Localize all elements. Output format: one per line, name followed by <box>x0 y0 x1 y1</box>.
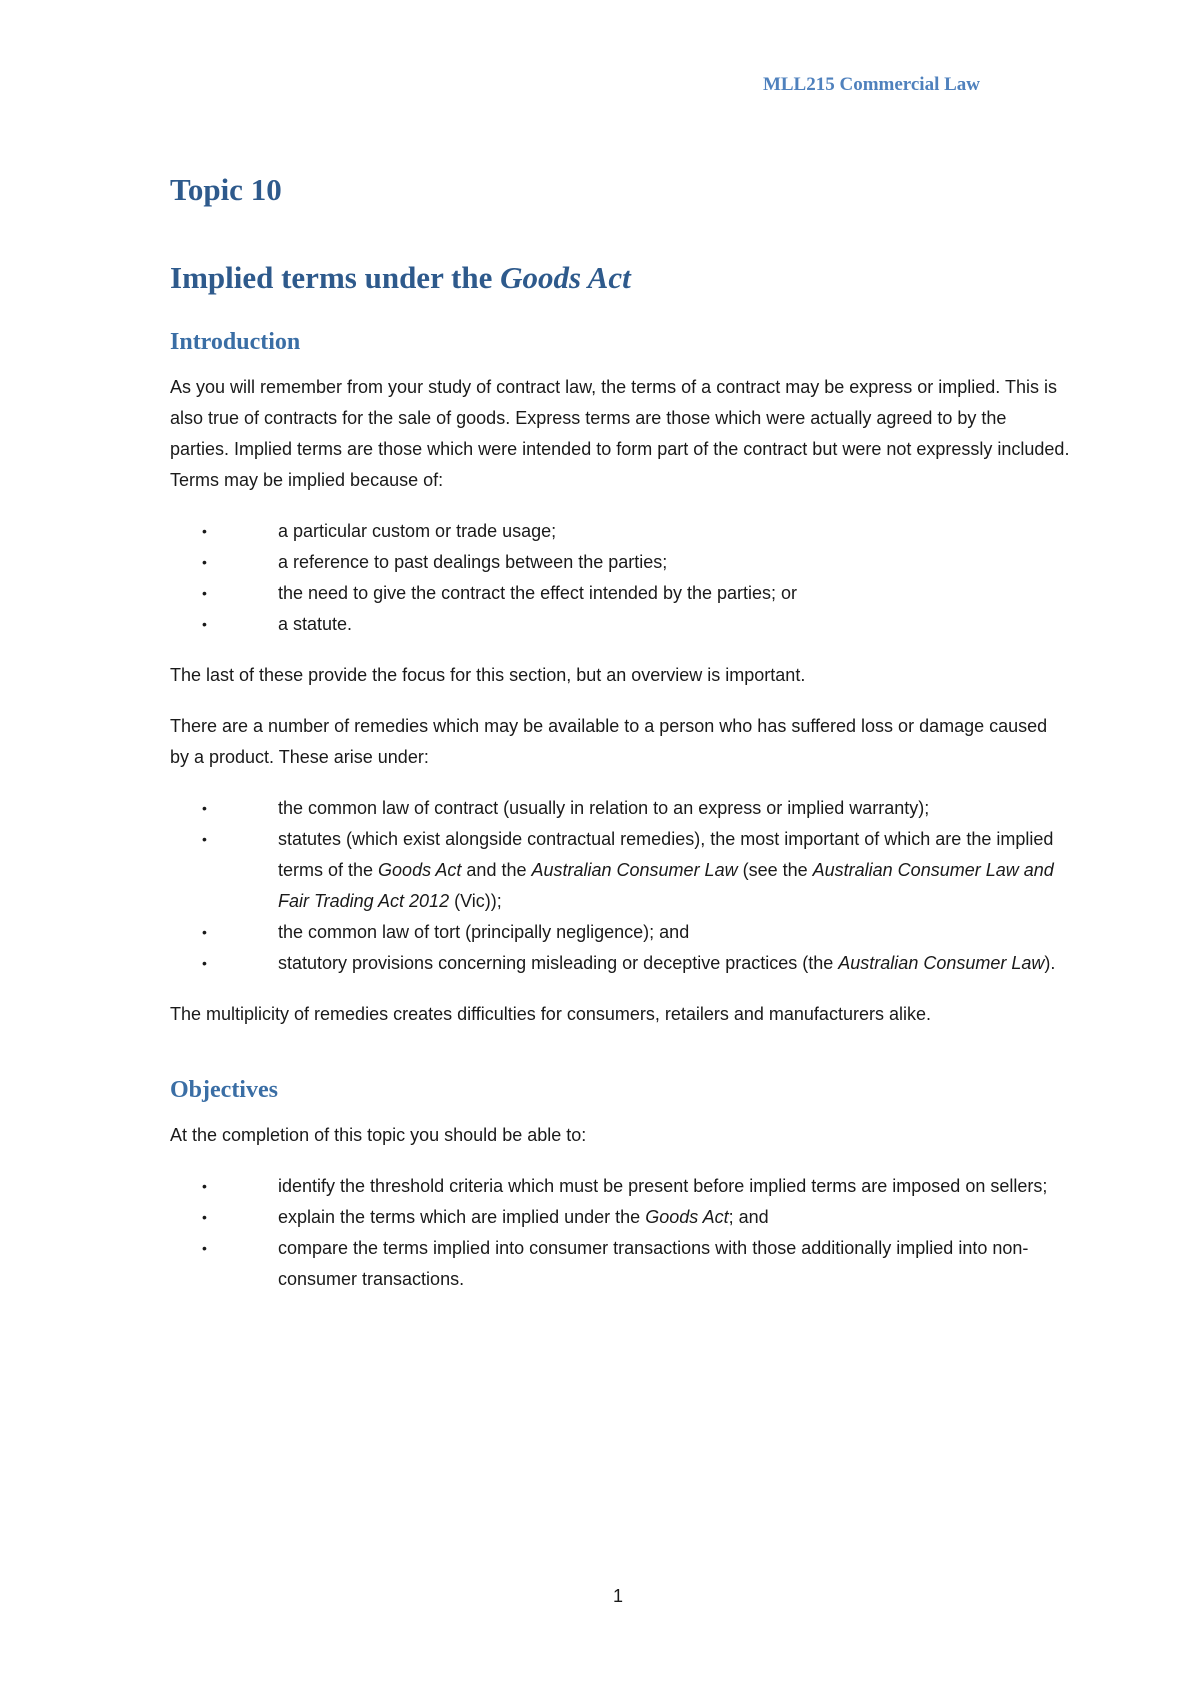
list-item <box>170 1171 1070 1202</box>
introduction-heading: Introduction <box>170 329 301 355</box>
list-item-italic: Australian Consumer Law <box>531 860 738 880</box>
objectives-lead: At the completion of this topic you should be able to: <box>170 1125 587 1145</box>
objectives-heading: Objectives <box>170 1077 278 1103</box>
list-item-text: the common law of tort (principally negligence); and <box>278 922 690 942</box>
list-item <box>170 547 1070 578</box>
list-item <box>170 948 1070 979</box>
bullet-icon: • <box>202 800 207 816</box>
list-item-text: a statute. <box>278 614 353 634</box>
intro-paragraph-2: The last of these provide the focus for this section, but an overview is important. <box>170 665 806 685</box>
list-item-text: the need to give the contract the effect intended by the parties; or <box>278 583 798 603</box>
page-title <box>170 258 1070 298</box>
page-content <box>170 170 1070 1295</box>
list-item <box>170 824 1070 917</box>
running-header: MLL215 Commercial Law <box>762 74 980 95</box>
list-item <box>170 516 1070 547</box>
bullet-icon: • <box>202 585 207 601</box>
remedies-list <box>170 793 1070 979</box>
list-item-text: a reference to past dealings between the parties; <box>278 552 668 572</box>
bullet-icon: • <box>202 1178 207 1194</box>
list-item-text: the common law of contract (usually in relation to an express or implied warranty); <box>278 798 930 818</box>
bullet-icon: • <box>202 1240 207 1256</box>
page-title-italic: Goods Act <box>500 260 631 295</box>
list-item-text: and the <box>461 860 532 880</box>
intro-paragraph-3: There are a number of remedies which may be available to a person who has suffered loss or damage caused by a product. These arise under: <box>170 716 1048 767</box>
bullet-icon: • <box>202 955 207 971</box>
list-item <box>170 1233 1070 1295</box>
list-item-italic: Australian Consumer Law and Fair Trading Act 2012 <box>278 860 1054 911</box>
list-item-text: (see the <box>737 860 813 880</box>
intro-paragraph-4: The multiplicity of remedies creates difficulties for consumers, retailers and manufacturers alike. <box>170 1004 931 1024</box>
list-item <box>170 917 1070 948</box>
list-item-text: explain the terms which are implied under the <box>278 1207 646 1227</box>
page-title-text: Implied terms under the <box>170 260 501 295</box>
list-item-text: a particular custom or trade usage; <box>278 521 557 541</box>
list-item-text: statutes (which exist alongside contractual remedies), the most important of which are the implied terms of the <box>278 829 1054 880</box>
list-item-text: ; and <box>728 1207 769 1227</box>
bullet-icon: • <box>202 924 207 940</box>
implied-terms-sources-list <box>170 516 1070 640</box>
list-item-text: identify the threshold criteria which must be present before implied terms are imposed on sellers; <box>278 1176 1048 1196</box>
list-item <box>170 578 1070 609</box>
list-item-text: statutory provisions concerning misleading or deceptive practices (the <box>278 953 839 973</box>
list-item-italic: Goods Act <box>645 1207 729 1227</box>
intro-paragraph-1: As you will remember from your study of contract law, the terms of a contract may be express or implied. This is also true of contracts for the sale of goods. Express terms are those which were actually agreed to by the parties. Implied terms are those which were intended to form part of the contract but were not expressly included. Terms may be implied because of: <box>170 377 1070 490</box>
page-number: 1 <box>612 1586 623 1606</box>
list-item-text: (Vic)); <box>449 891 502 911</box>
bullet-icon: • <box>202 616 207 632</box>
bullet-icon: • <box>202 831 207 847</box>
list-item-italic: Goods Act <box>378 860 462 880</box>
list-item-italic: Australian Consumer Law <box>838 953 1045 973</box>
list-item-text: compare the terms implied into consumer transactions with those additionally implied into non-consumer transactions. <box>278 1238 1029 1289</box>
list-item-text: ). <box>1044 953 1056 973</box>
list-item <box>170 609 1070 640</box>
list-item <box>170 1202 1070 1233</box>
bullet-icon: • <box>202 523 207 539</box>
objectives-list <box>170 1171 1070 1295</box>
topic-heading: Topic 10 <box>170 172 282 207</box>
bullet-icon: • <box>202 1209 207 1225</box>
list-item <box>170 793 1070 824</box>
bullet-icon: • <box>202 554 207 570</box>
